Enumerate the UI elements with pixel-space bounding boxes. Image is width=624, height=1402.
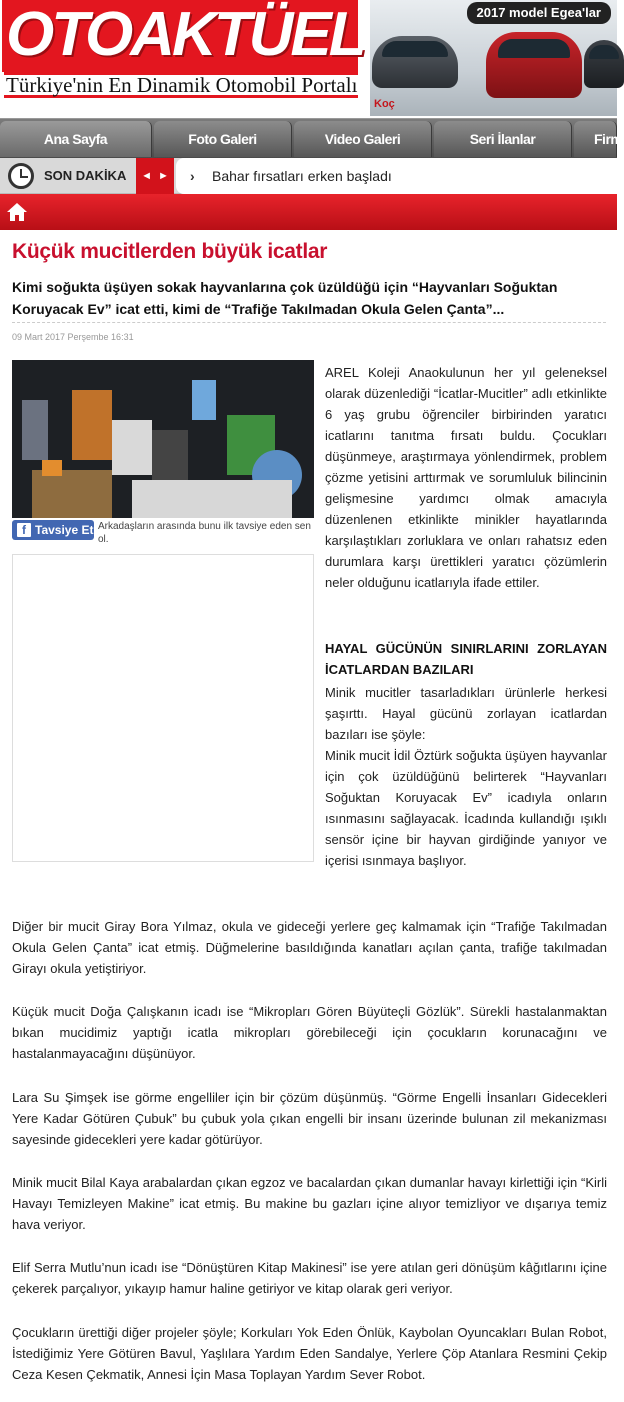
article-paragraph: Diğer bir mucit Giray Bora Yılmaz, okula ve gideceği yerlere geç kalmamak için “Trafiğe Takılmadan Okula Gelen Çanta” icat etmiş. Düğmelerine basıldığında kanatları açılan çanta, trafiğe takılmadan Girayı okula yetiştiriyor.: [12, 919, 607, 976]
site-logo[interactable]: [0, 0, 362, 108]
ad-title: 2017 model Egea'lar: [467, 2, 612, 24]
article-paragraph: Elif Serra Mutlu’nun icadı ise “Dönüştüren Kitap Makinesi” ise yere atılan geri dönüşüm kâğıtlarını içine çekerek parçalıyor, yıkayıp hamur haline getiriyor ve kitap olarak geri veriyor.: [12, 1260, 607, 1296]
breaking-news-bar: [0, 158, 617, 194]
main-nav: [0, 118, 623, 158]
facebook-icon: f: [17, 523, 31, 537]
article-sub-body: [325, 682, 607, 871]
sub-intro: Minik mucitler tasarladıkları ürünlerle herkesi şaşırttı. Hayal gücünü zorlayan icatlardan bazıları ise şöyle:: [325, 685, 607, 742]
nav-item-listings[interactable]: Seri İlanlar: [434, 121, 572, 157]
home-icon[interactable]: [6, 201, 28, 223]
article-subheading: HAYAL GÜCÜNÜN SINIRLARINI ZORLAYAN İCATLARDAN BAZILARI: [325, 641, 607, 677]
article-paragraph: Minik mucit Bilal Kaya arabalardan çıkan egzoz ve bacalardan çıkan dumanlar havayı kirlettiği için “Kirli Havayı Temizleyen Makine” icat etmiş. Bu makine bu gazları içine alıyor temizliyor ve dışarıya temiz hava veriyor.: [12, 1175, 607, 1232]
ad-brand: Koç: [374, 98, 395, 110]
chevron-right-icon: ›: [190, 168, 195, 184]
article-spot: Kimi soğukta üşüyen sokak hayvanlarına çok üzüldüğü için “Hayvanları Soğuktan Koruyacak Ev” icat etti, kimi de “Trafiğe Takılmadan Okula Gelen Çanta”...: [12, 279, 558, 317]
car-image: [372, 36, 458, 88]
divider: [12, 322, 606, 323]
logo-tagline: Türkiye'nin En Dinamik Otomobil Portalı: [6, 73, 358, 97]
prev-arrow-icon[interactable]: ◄: [141, 170, 152, 182]
facebook-social-text: Arkadaşların arasında bunu ilk tavsiye eden sen ol.: [98, 521, 311, 545]
site-header: [0, 0, 617, 118]
nav-item-firms[interactable]: Firm: [574, 121, 617, 157]
sub-paragraph: Minik mucit İdil Öztürk soğukta üşüyen hayvanlar için çok üzüldüğünü belirterek “Hayvanları Soğuktan Koruyacak Ev” icadıyla onların ısınmasını sağlayacak. İcadında kullandığı ışıklı sensör içine bir hayvan girdiğinde yanıyor ve içerisi ısınmaya başlıyor.: [325, 748, 607, 868]
nav-item-photo-gallery[interactable]: Foto Galeri: [154, 121, 292, 157]
article-paragraph: Küçük mucit Doğa Çalışkanın icadı ise “Mikropları Gören Büyüteçli Gözlük”. Sürekli hastalanmaktan bıkan mucidimiz yaptığı icatla mikropları görebileceği için çocukların korunacağını ve hastalanmayacağını düşünüyor.: [12, 1004, 607, 1061]
logo-text: OTOAKTÜEL: [6, 0, 364, 69]
article-date: 09 Mart 2017 Perşembe 16:31: [12, 332, 134, 342]
breaking-headline-box[interactable]: [176, 158, 617, 194]
breaking-headline[interactable]: Bahar fırsatları erken başladı: [212, 168, 392, 184]
car-image: [584, 40, 624, 88]
ad-banner[interactable]: [370, 0, 617, 116]
nav-item-home[interactable]: Ana Sayfa: [0, 121, 152, 157]
next-arrow-icon[interactable]: ►: [158, 170, 169, 182]
article-photo: [12, 360, 314, 518]
article-paragraph: Çocukların ürettiği diğer projeler şöyle; Korkuları Yok Eden Önlük, Kaybolan Oyuncakları Bulan Robot, İstediğimiz Yere Götüren Bavul, Yaşlılara Yardım Eden Sandalye, Yerlere Çöp Atanlara Resmini Çekip Ceza Kesen Çekmatik, Annesi İçin Masa Toplayan Yardım Sever Robot.: [12, 1325, 607, 1382]
clock-icon: [8, 163, 34, 189]
ad-placeholder[interactable]: [12, 554, 314, 862]
breaking-nav: [136, 158, 174, 194]
facebook-recommend-button[interactable]: f Tavsiye Et: [12, 520, 94, 540]
nav-item-video-gallery[interactable]: Video Galeri: [294, 121, 432, 157]
breadcrumb-bar: [0, 194, 617, 230]
article-intro: AREL Koleji Anaokulunun her yıl geleneksel olarak düzenlediği “İcatlar-Mucitler” adlı etkinlikte 6 yaş grubu öğrenciler birbirinden yaratıcı icatlarını tanıtma fırsatı buldu. Çocukları düşünmeye, araştırmaya yönlendirmek, problem çözme yetisini arttırmak ve sorumluluk bilincinin gelişmesine yardımcı olmak amacıyla düzenlenen etkinlikte minikler hayatlarında karşılaştıkları zorluklara ve onları rahatsız eden durumlara karşı ürettikleri yaratıcı çözümlerin neler olduğunu icatlarıyla ifade ettiler.: [325, 365, 607, 590]
breaking-label: SON DAKİKA: [44, 168, 127, 183]
car-image: [486, 32, 582, 98]
article-title: Küçük mucitlerden büyük icatlar: [12, 240, 328, 263]
article-paragraph: Lara Su Şimşek ise görme engelliler için bir çözüm düşünmüş. “Görme Engelli İnsanları Gidecekleri Yere Kadar Götüren Çubuk” bu çubuk yola çıkan engelli bir insanı üzerinde bulunan zil mekanizması sayesinde gidecekleri yere kadar götürüyor.: [12, 1090, 607, 1147]
